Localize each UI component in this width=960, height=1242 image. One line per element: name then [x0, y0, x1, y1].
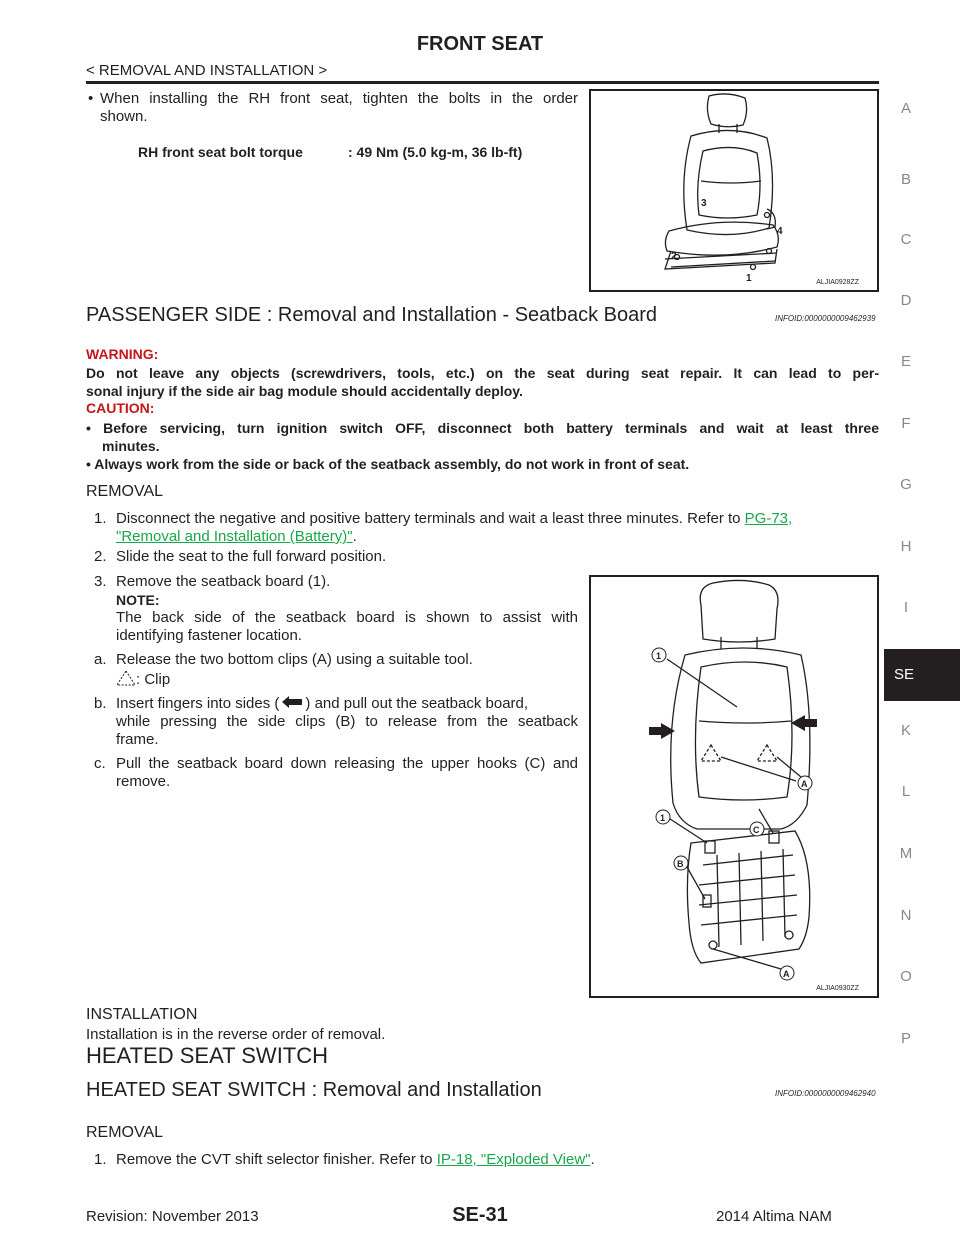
callout-1-lower: 1: [660, 813, 666, 823]
page-number: SE-31: [452, 1204, 508, 1226]
breadcrumb: < REMOVAL AND INSTALLATION >: [86, 62, 328, 79]
caution-1-line1: • Before servicing, turn ignition switch OFF, disconnect both battery terminals and wait at least three: [86, 420, 879, 436]
side-index-p[interactable]: P: [900, 1030, 911, 1047]
footer-model: 2014 Altima NAM: [716, 1208, 832, 1225]
s2-step1-text: Remove the CVT shift selector finisher. Refer to: [116, 1151, 433, 1168]
callout-c: C: [753, 825, 760, 835]
s2-step1-line: Remove the CVT shift selector finisher. Refer to IP-18, "Exploded View".: [116, 1151, 595, 1168]
stepb-line1: Insert fingers into sides ( ) and pull out the seatback board,: [116, 695, 529, 712]
side-index-e[interactable]: E: [900, 353, 911, 370]
seatback-board-illustration: [591, 577, 877, 996]
side-index-g[interactable]: G: [900, 476, 912, 493]
torque-value: : 49 Nm (5.0 kg-m, 36 lb-ft): [348, 144, 523, 160]
callout-2: 2: [671, 251, 677, 262]
stepc-number: c.: [94, 755, 106, 772]
side-index-b[interactable]: B: [900, 171, 911, 188]
stepb-line3: frame.: [116, 731, 159, 748]
step2-number: 2.: [94, 548, 107, 565]
link-removal-installation-battery[interactable]: "Removal and Installation (Battery)": [116, 528, 353, 545]
side-index-l[interactable]: L: [901, 783, 911, 800]
side-index-h[interactable]: H: [900, 538, 912, 555]
installation-text: Installation is in the reverse order of removal.: [86, 1026, 386, 1043]
clip-triangle-icon: [116, 670, 136, 686]
callout-a-lower: A: [783, 969, 790, 979]
warning-line2: sonal injury if the side air bag module should accidentally deploy.: [86, 383, 523, 399]
info-id: INFOID:0000000009462940: [775, 1089, 876, 1098]
side-index-d[interactable]: D: [900, 292, 912, 309]
step1-text-line2: "Removal and Installation (Battery)".: [116, 528, 357, 545]
callout-1: 1: [746, 273, 752, 284]
s2-step1-number: 1.: [94, 1151, 107, 1168]
info-id: INFOID:0000000009462939: [775, 314, 876, 323]
caution-label: CAUTION:: [86, 400, 155, 416]
warning-line1: Do not leave any objects (screwdrivers, tools, etc.) on the seat during seat repair. It can lead to per-: [86, 365, 879, 381]
figure-rh-seat-bolts: [589, 89, 879, 292]
step2-text: Slide the seat to the full forward position.: [116, 548, 387, 565]
page-title: FRONT SEAT: [416, 33, 544, 55]
intro-text-line2: shown.: [100, 108, 148, 125]
step1-text-line: [116, 510, 878, 528]
note-line2: identifying fastener location.: [116, 627, 302, 644]
intro-text-line1: When installing the RH front seat, tighten the bolts in the order: [100, 90, 578, 107]
caution-2: • Always work from the side or back of the seatback assembly, do not work in front of seat.: [86, 456, 690, 472]
stepc-line1: Pull the seatback board down releasing the upper hooks (C) and: [116, 755, 578, 772]
link-ip-18-exploded-view[interactable]: IP-18, "Exploded View": [436, 1151, 591, 1168]
footer-revision: Revision: November 2013: [86, 1208, 259, 1225]
stepb-number: b.: [94, 695, 107, 712]
step1-text: Disconnect the negative and positive battery terminals and wait a least three minutes. Refer to: [116, 510, 741, 527]
figure-code: ALJIA0928ZZ: [816, 279, 859, 286]
stepb-line2: while pressing the side clips (B) to release from the seatback: [116, 713, 578, 730]
arrow-left-icon: [281, 695, 303, 709]
note-label: NOTE:: [116, 592, 160, 608]
removal-heading-2: REMOVAL: [86, 1124, 164, 1141]
callout-1-upper: 1: [656, 651, 662, 661]
step3-text: Remove the seatback board (1).: [116, 573, 331, 590]
side-index-active-tab[interactable]: SE: [884, 649, 960, 701]
arrow-left-icon: [791, 715, 817, 731]
step1-number: 1.: [94, 510, 107, 527]
side-index-i[interactable]: I: [903, 599, 909, 616]
stepa-number: a.: [94, 651, 107, 668]
subsection-title-heated-seat-switch: HEATED SEAT SWITCH : Removal and Installation: [86, 1079, 542, 1101]
callout-b: B: [677, 859, 684, 869]
side-index-o[interactable]: O: [900, 968, 912, 985]
section-heading-heated-seat-switch: HEATED SEAT SWITCH: [86, 1043, 329, 1068]
stepc-line2: remove.: [116, 773, 171, 790]
note-line1: The back side of the seatback board is shown to assist with: [116, 609, 578, 626]
side-index-f[interactable]: F: [901, 415, 911, 432]
link-pg-73[interactable]: PG-73,: [744, 510, 793, 527]
side-index-c[interactable]: C: [900, 231, 912, 248]
step3-number: 3.: [94, 573, 107, 590]
clip-legend-row: [116, 670, 170, 689]
stepa-text: Release the two bottom clips (A) using a suitable tool.: [116, 651, 473, 668]
torque-label: RH front seat bolt torque: [138, 144, 303, 160]
header-divider: [86, 81, 879, 84]
side-index-k[interactable]: K: [900, 722, 911, 739]
figure-seatback-board: [589, 575, 879, 998]
callout-a-upper: A: [801, 779, 808, 789]
callout-3: 3: [701, 198, 707, 209]
callout-4: 4: [777, 226, 783, 237]
figure-code: ALJIA0930ZZ: [816, 985, 859, 992]
side-index-m[interactable]: M: [899, 845, 913, 862]
removal-heading: REMOVAL: [86, 483, 164, 500]
section-title-seatback-board: PASSENGER SIDE : Removal and Installation - Seatback Board: [86, 304, 658, 326]
seat-bolt-illustration: [591, 91, 877, 290]
bullet: •: [88, 90, 94, 107]
warning-label: WARNING:: [86, 346, 159, 362]
caution-1-line2: minutes.: [102, 438, 160, 454]
side-index-a[interactable]: A: [900, 100, 911, 117]
installation-heading: INSTALLATION: [86, 1006, 198, 1023]
side-index-n[interactable]: N: [900, 907, 912, 924]
clip-legend-text: : Clip: [136, 671, 171, 688]
